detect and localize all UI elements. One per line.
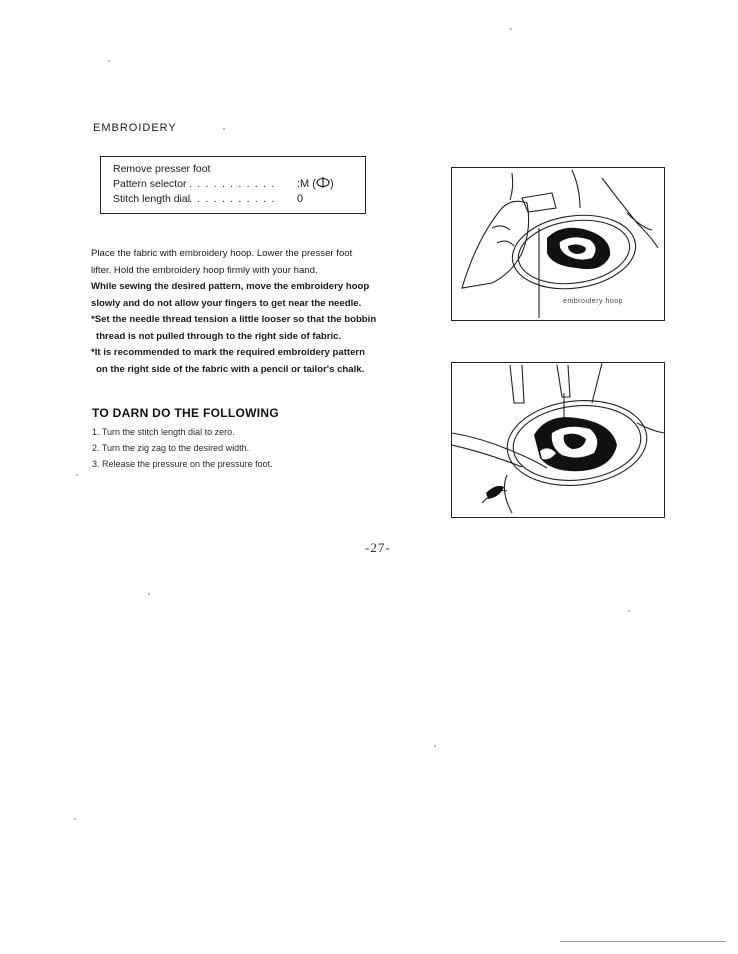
setting-value: 0 [297, 193, 304, 205]
page-number: -27- [365, 540, 391, 555]
figure-caption: embroidery hoop [563, 298, 624, 305]
darning-drawing [452, 363, 664, 517]
darning-illustration [451, 362, 665, 518]
setting-row-stitch-length [113, 192, 365, 207]
section-title: EMBROIDERY [93, 122, 177, 134]
darn-heading: TO DARN DO THE FOLLOWING [92, 406, 279, 420]
note-line: on the right side of the fabric with a pencil or tailor's chalk. [96, 363, 365, 375]
scan-speck [148, 593, 150, 595]
intro-paragraph [91, 246, 421, 279]
machine-settings-box [100, 156, 366, 214]
text-line: slowly and do not allow your fingers to get near the needle. [91, 297, 362, 309]
text-line: lifter. Hold the embroidery hoop firmly with your hand. [91, 264, 318, 276]
setting-label: Pattern selector [113, 178, 187, 190]
darn-steps-list [92, 424, 273, 473]
scan-speck [510, 28, 512, 30]
setting-row-presser-foot [113, 162, 365, 177]
setting-value [297, 177, 334, 192]
list-item: 2. Turn the zig zag to the desired width. [92, 443, 250, 454]
scan-speck [434, 745, 436, 747]
text-line: While sewing the desired pattern, move the embroidery hoop [91, 281, 370, 292]
setting-row-pattern-selector [113, 177, 365, 192]
pattern-selector-close: ) [329, 178, 334, 190]
note-line: thread is not pulled through to the right side of fabric. [96, 330, 342, 342]
note-line: *It is recommended to mark the required embroidery pattern [91, 347, 366, 358]
embroidery-stitch-icon [316, 177, 330, 188]
scan-speck [628, 610, 630, 612]
embroidery-hoop-illustration [451, 167, 665, 321]
scan-edge-line [560, 941, 726, 942]
pattern-selector-value: :M ( [297, 178, 316, 190]
setting-label: Remove presser foot [113, 163, 211, 175]
list-item: 3. Release the pressure on the pressure foot. [92, 459, 273, 470]
hoop-drawing [452, 168, 664, 320]
setting-leader-dots: . . . . . . . . . . . [189, 178, 276, 190]
scan-speck [108, 60, 110, 62]
scan-speck [76, 474, 78, 476]
scan-speck [74, 818, 76, 820]
note-line: *Set the needle thread tension a little looser so that the bobbin [91, 314, 377, 325]
sewing-instructions [91, 279, 421, 378]
setting-label: Stitch length dial [113, 193, 191, 205]
text-line: Place the fabric with embroidery hoop. Lower the presser foot [91, 248, 353, 259]
scan-speck [223, 128, 225, 130]
setting-leader-dots: . . . . . . . . . . . [189, 193, 276, 205]
list-item: 1. Turn the stitch length dial to zero. [92, 427, 235, 437]
